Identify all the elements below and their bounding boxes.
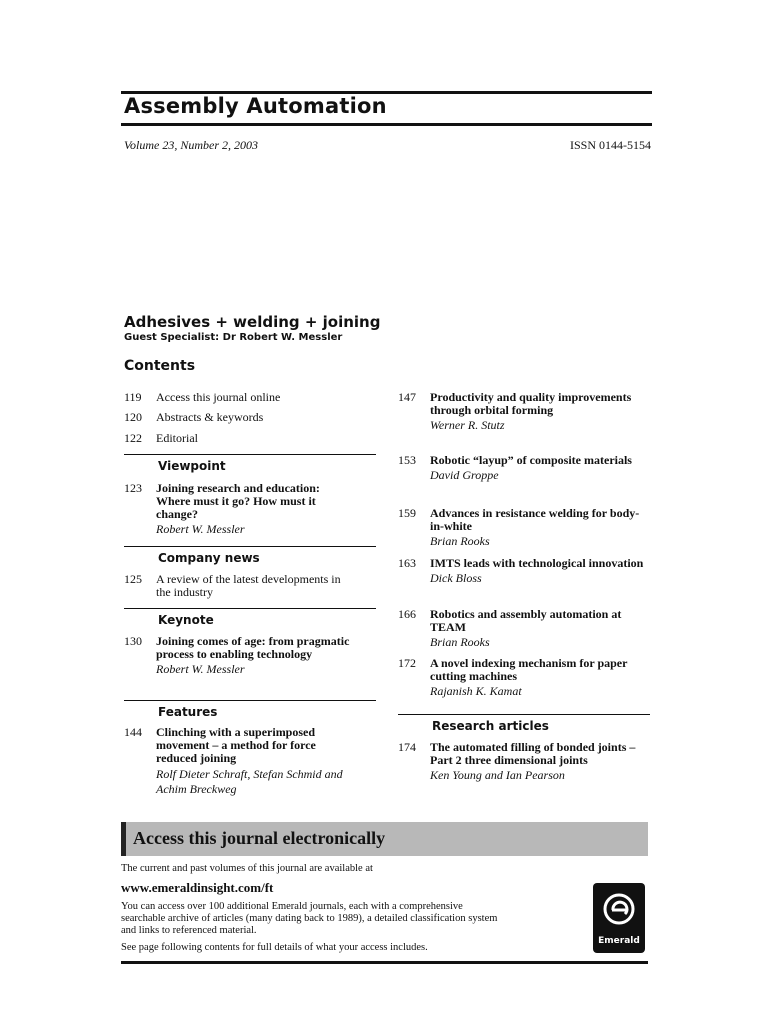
access-body-line: searchable archive of articles (many dating back to 1989), a detailed classification system <box>121 913 498 924</box>
toc-entry[interactable] <box>398 454 650 482</box>
section-heading-company-news: Company news <box>158 551 260 565</box>
toc-entry[interactable] <box>398 657 650 698</box>
entry-title: A novel indexing mechanism for paper cutting machines <box>430 656 628 683</box>
section-heading-research-articles: Research articles <box>432 719 549 733</box>
access-body-line: You can access over 100 additional Emerald journals, each with a comprehensive <box>121 901 463 912</box>
page-number: 123 <box>124 481 142 495</box>
emerald-logo-text: Emerald <box>598 936 640 946</box>
toc-entry[interactable] <box>398 391 650 432</box>
section-divider <box>124 700 376 701</box>
entry-title: Clinching with a superimposed movement – a method for force reduced joining <box>156 725 316 765</box>
entry-title: A review of the latest developments in the industry <box>156 572 341 599</box>
guest-specialist: Guest Specialist: Dr Robert W. Messler <box>124 332 343 343</box>
section-heading-features: Features <box>158 705 218 719</box>
entry-author: Brian Rooks <box>430 534 490 548</box>
entry-title: Access this journal online <box>156 390 281 404</box>
section-divider <box>398 714 650 715</box>
toc-entry[interactable] <box>398 557 650 585</box>
toc-entry[interactable] <box>124 411 354 424</box>
access-banner-edge <box>121 822 126 856</box>
entry-title: The automated filling of bonded joints – Part 2 three dimensional joints <box>430 740 636 767</box>
issue-theme-title: Adhesives + welding + joining <box>124 313 381 331</box>
page-number: 120 <box>124 410 142 424</box>
section-heading-viewpoint: Viewpoint <box>158 459 226 473</box>
entry-author: Brian Rooks <box>430 635 490 649</box>
toc-entry[interactable] <box>398 741 650 782</box>
page-number: 119 <box>124 390 142 404</box>
page-number: 163 <box>398 556 416 570</box>
entry-title: Robotics and assembly automation at TEAM <box>430 607 622 634</box>
toc-entry[interactable] <box>124 726 354 797</box>
section-divider <box>124 608 376 609</box>
toc-entry[interactable] <box>398 608 650 649</box>
entry-title: Joining research and education: Where must it go? How must it change? <box>156 481 320 521</box>
entry-author: Rajanish K. Kamat <box>430 684 522 698</box>
page-number: 125 <box>124 572 142 586</box>
entry-author: Rolf Dieter Schraft, Stefan Schmid and Achim Breckweg <box>156 767 343 796</box>
page-number: 166 <box>398 607 416 621</box>
emerald-logo-icon <box>593 883 645 953</box>
page-number: 172 <box>398 656 416 670</box>
entry-author: Robert W. Messler <box>156 662 245 676</box>
section-divider <box>124 454 376 455</box>
section-heading-keynote: Keynote <box>158 613 214 627</box>
entry-title: IMTS leads with technological innovation <box>430 556 644 570</box>
entry-title: Robotic “layup” of composite materials <box>430 453 632 467</box>
entry-author: Ken Young and Ian Pearson <box>430 768 565 782</box>
entry-author: Werner R. Stutz <box>430 418 505 432</box>
header-bottom-rule <box>121 123 652 126</box>
page-number: 122 <box>124 431 142 445</box>
volume-info: Volume 23, Number 2, 2003 <box>124 138 258 152</box>
access-note: See page following contents for full details of what your access includes. <box>121 942 428 953</box>
toc-entry[interactable] <box>124 573 354 599</box>
entry-title: Joining comes of age: from pragmatic process to enabling technology <box>156 634 350 661</box>
toc-entry[interactable] <box>124 635 354 676</box>
access-title: Access this journal electronically <box>133 828 386 848</box>
journal-title: Assembly Automation <box>124 94 387 118</box>
entry-title: Advances in resistance welding for body-in-white <box>430 506 640 533</box>
entry-title: Productivity and quality improvements through orbital forming <box>430 390 632 417</box>
access-body-line: and links to referenced material. <box>121 925 257 936</box>
page-number: 153 <box>398 453 416 467</box>
section-divider <box>124 546 376 547</box>
page-number: 144 <box>124 725 142 739</box>
toc-entry[interactable] <box>124 432 354 445</box>
toc-entry[interactable] <box>124 391 354 404</box>
entry-title: Abstracts & keywords <box>156 410 264 424</box>
access-intro: The current and past volumes of this journal are available at <box>121 863 373 874</box>
journal-url-link[interactable]: www.emeraldinsight.com/ft <box>121 880 274 895</box>
page-number: 130 <box>124 634 142 648</box>
entry-author: David Groppe <box>430 468 499 482</box>
toc-entry[interactable] <box>398 507 650 548</box>
entry-author: Robert W. Messler <box>156 522 245 536</box>
contents-heading: Contents <box>124 358 196 374</box>
footer-rule <box>121 961 648 964</box>
page-number: 159 <box>398 506 416 520</box>
entry-title: Editorial <box>156 431 198 445</box>
page-number: 147 <box>398 390 416 404</box>
entry-author: Dick Bloss <box>430 571 482 585</box>
toc-entry[interactable] <box>124 482 354 536</box>
page-number: 174 <box>398 740 416 754</box>
issn: ISSN 0144-5154 <box>569 138 651 152</box>
